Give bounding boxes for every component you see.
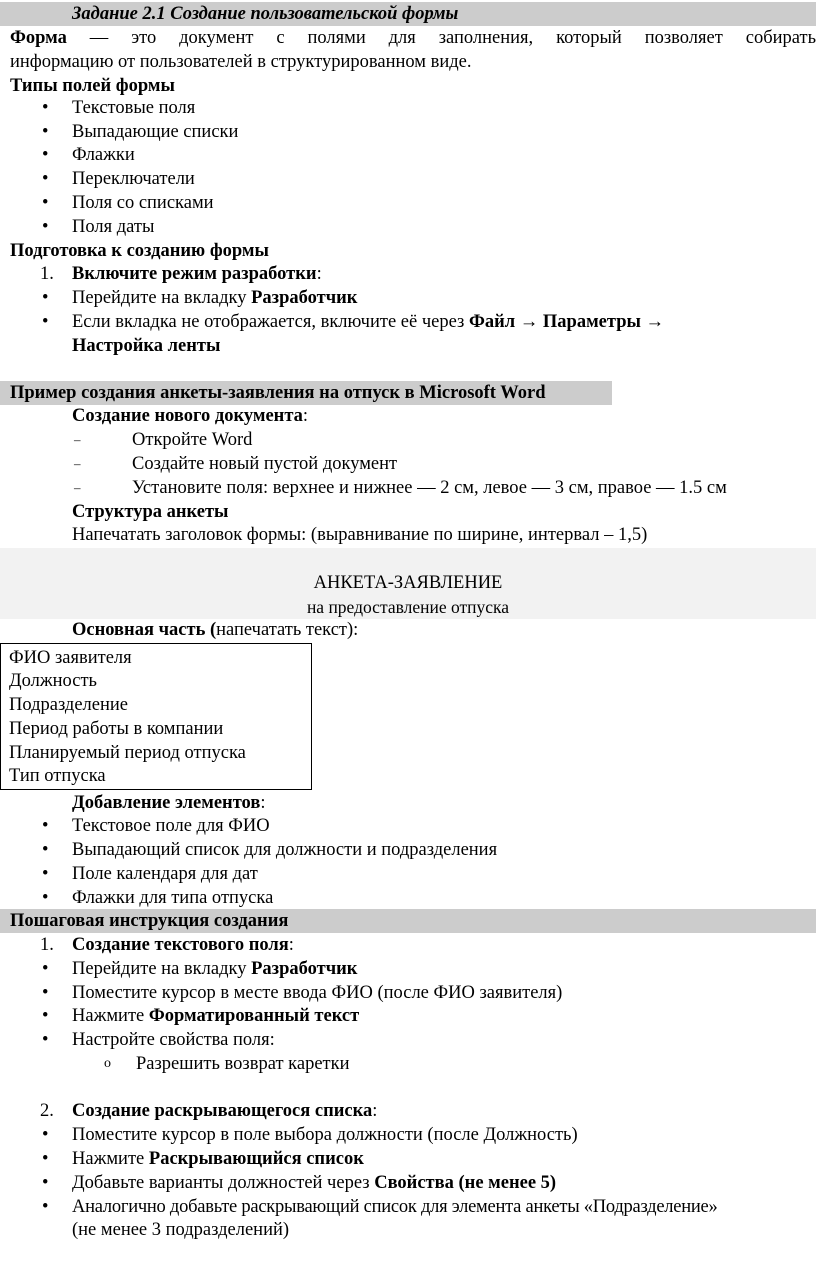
box-line: Планируемый период отпуска (9, 743, 246, 763)
bullet-icon: • (42, 169, 49, 189)
bullet-icon: • (42, 1125, 49, 1145)
list-item: • Текстовое поле для ФИО (42, 816, 270, 836)
sub-list-item: o Разрешить возврат каретки (104, 1054, 350, 1074)
list-item: • Поместите курсор в поле выбора должности (после Должность) (42, 1125, 578, 1145)
list-item: • Выпадающие списки (42, 122, 239, 142)
list-item: • Нажмите Форматированный текст (42, 1006, 360, 1026)
list-item: • Перейдите на вкладку Разработчик (42, 288, 358, 308)
list-item-cont: (не менее 3 подразделений) (72, 1220, 290, 1240)
list-item: • Флажки для типа отпуска (42, 888, 274, 908)
bullet-icon: • (42, 959, 49, 979)
bullet-icon: • (42, 98, 49, 118)
step-1: 1. Создание текстового поля: (40, 935, 294, 955)
new-doc-label: Создание нового документа: (72, 406, 309, 426)
circle-bullet-icon: o (104, 1056, 111, 1071)
prep-step-1: 1. Включите режим разработки: (40, 264, 322, 284)
box-line: ФИО заявителя (9, 648, 132, 668)
dash-icon: – (74, 480, 81, 495)
box-line: Тип отпуска (9, 766, 106, 786)
bullet-icon: • (42, 288, 49, 308)
page-title: Задание 2.1 Создание пользовательской формы (72, 4, 459, 24)
intro-term: Форма (10, 28, 67, 48)
list-item: • Добавьте варианты должностей через Свойства (не менее 5) (42, 1173, 557, 1193)
dash-item: – Создайте новый пустой документ (74, 454, 398, 474)
intro-line-1 (10, 26, 816, 50)
list-item: • Поля даты (42, 217, 155, 237)
step-2: 2. Создание раскрывающегося списка: (40, 1101, 378, 1121)
list-item: • Нажмите Раскрывающийся список (42, 1149, 364, 1169)
dash-icon: – (74, 432, 81, 447)
box-line: Должность (9, 671, 97, 691)
example-heading-bar (0, 381, 612, 405)
bullet-icon: • (42, 864, 49, 884)
bullet-icon: • (42, 145, 49, 165)
prep-heading: Подготовка к созданию формы (10, 241, 269, 261)
prep-bullet2-cont: Настройка ленты (72, 336, 221, 356)
example-heading: Пример создания анкеты-заявления на отпуск в Microsoft Word (10, 383, 546, 403)
list-item: • Переключатели (42, 169, 195, 189)
add-elements-label: Добавление элементов: (72, 793, 266, 813)
bullet-icon: • (42, 983, 49, 1003)
bullet-icon: • (42, 840, 49, 860)
structure-label: Структура анкеты (72, 502, 229, 522)
list-item: • Поместите курсор в месте ввода ФИО (после ФИО заявителя) (42, 983, 563, 1003)
list-item: • Настройте свойства поля: (42, 1030, 275, 1050)
intro-rest: — это документ с полями для заполнения, который позволяет собирать (89, 28, 816, 48)
steps-heading-bar (0, 909, 816, 933)
dash-item: – Установите поля: верхнее и нижнее — 2 см, левое — 3 см, правое — 1.5 см (74, 478, 727, 498)
print-header-instruction: Напечатать заголовок формы: (выравнивание по ширине, интервал – 1,5) (72, 525, 648, 545)
list-item: • Перейдите на вкладку Разработчик (42, 959, 358, 979)
bullet-icon: • (42, 1149, 49, 1169)
list-item: • Поля со списками (42, 193, 214, 213)
dash-icon: – (74, 456, 81, 471)
bullet-icon: • (42, 1173, 49, 1193)
dash-item: – Откройте Word (74, 430, 253, 450)
bullet-icon: • (42, 193, 49, 213)
list-item: • Аналогично добавьте раскрывающий список для элемента анкеты «Подразделение» (42, 1197, 718, 1217)
intro-line-2: информацию от пользователей в структурированном виде. (10, 52, 472, 72)
bullet-icon: • (42, 1197, 49, 1217)
form-fields-box (0, 643, 312, 790)
list-item: • Если вкладка не отображается, включите её через Файл → Параметры → (42, 312, 665, 332)
bullet-icon: • (42, 122, 49, 142)
field-types-heading: Типы полей формы (10, 76, 175, 96)
bullet-icon: • (42, 1030, 49, 1050)
bullet-icon: • (42, 816, 49, 836)
bullet-icon: • (42, 1006, 49, 1026)
form-title: АНКЕТА-ЗАЯВЛЕНИЕ (313, 573, 503, 593)
list-item: • Поле календаря для дат (42, 864, 258, 884)
steps-heading: Пошаговая инструкция создания (10, 911, 289, 931)
box-line: Подразделение (9, 695, 129, 715)
main-part-label: Основная часть (напечатать текст): (72, 620, 359, 640)
list-item: • Флажки (42, 145, 135, 165)
bullet-icon: • (42, 312, 49, 332)
box-line: Период работы в компании (9, 719, 224, 739)
title-bar (0, 2, 816, 26)
list-item: • Выпадающий список для должности и подразделения (42, 840, 498, 860)
form-subtitle: на предоставление отпуска (306, 597, 510, 617)
bullet-icon: • (42, 888, 49, 908)
bullet-icon: • (42, 217, 49, 237)
list-item: • Текстовые поля (42, 98, 196, 118)
